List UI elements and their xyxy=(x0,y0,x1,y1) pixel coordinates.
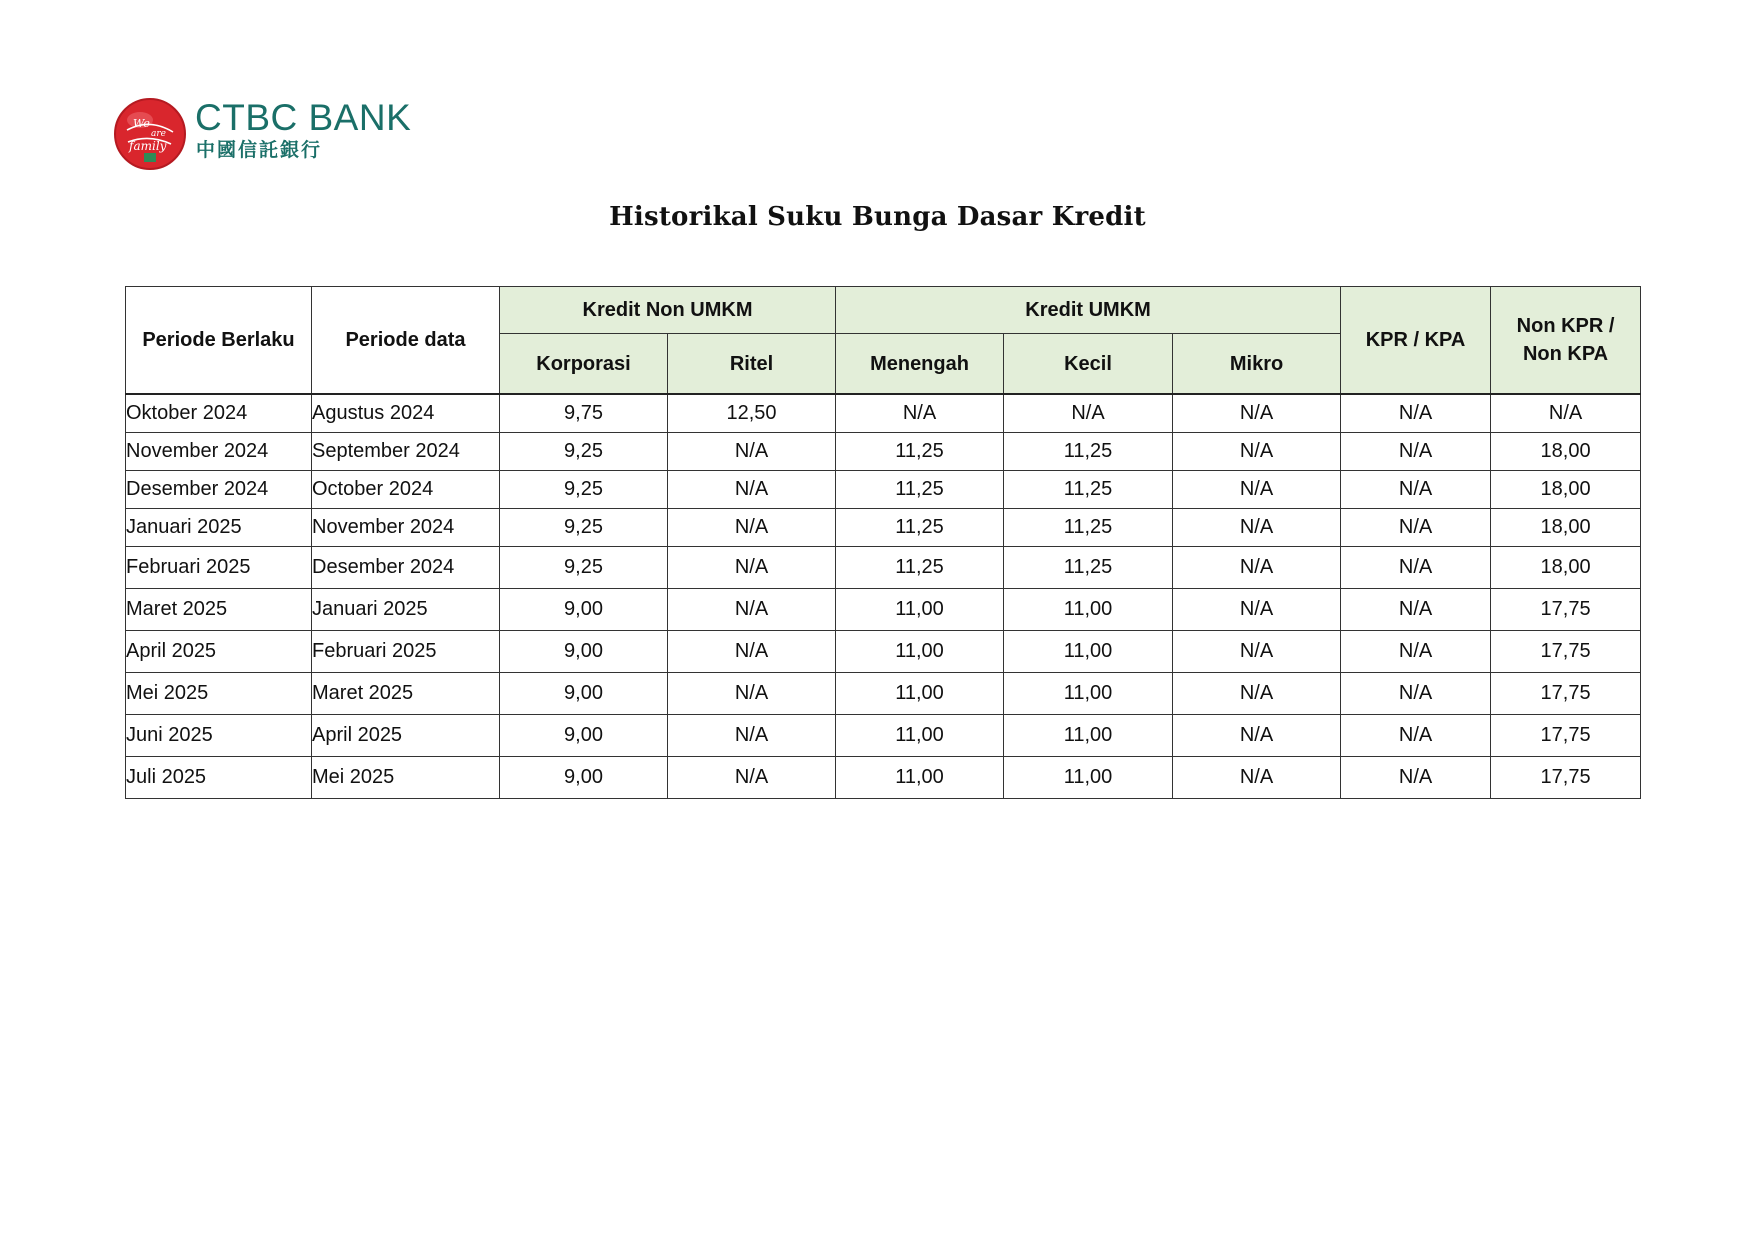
cell-mikro: N/A xyxy=(1173,509,1341,547)
cell-kecil: 11,00 xyxy=(1004,757,1173,799)
svg-text:中國信託銀行: 中國信託銀行 xyxy=(196,139,323,161)
cell-kecil: 11,00 xyxy=(1004,589,1173,631)
cell-periode-berlaku: Januari 2025 xyxy=(126,509,312,547)
svg-text:We: We xyxy=(133,117,150,130)
cell-kpr-kpa: N/A xyxy=(1341,509,1491,547)
cell-menengah: 11,00 xyxy=(836,757,1004,799)
header-kredit-non-umkm: Kredit Non UMKM xyxy=(500,287,836,334)
svg-text:are: are xyxy=(151,129,166,139)
svg-text:family: family xyxy=(129,139,167,153)
cell-korporasi: 9,25 xyxy=(500,547,668,589)
cell-menengah: 11,25 xyxy=(836,433,1004,471)
cell-periode-berlaku: Februari 2025 xyxy=(126,547,312,589)
cell-kecil: 11,00 xyxy=(1004,673,1173,715)
table-row xyxy=(126,673,1641,715)
table-row xyxy=(126,757,1641,799)
cell-mikro: N/A xyxy=(1173,757,1341,799)
cell-ritel: N/A xyxy=(668,471,836,509)
cell-kecil: 11,00 xyxy=(1004,715,1173,757)
header-non-kpr-line1: Non KPR / xyxy=(1516,315,1615,337)
cell-kpr-kpa: N/A xyxy=(1341,631,1491,673)
header-kpr-kpa: KPR / KPA xyxy=(1341,287,1491,395)
header-ritel: Ritel xyxy=(668,334,836,395)
cell-korporasi: 9,25 xyxy=(500,471,668,509)
header-kredit-umkm: Kredit UMKM xyxy=(836,287,1341,334)
cell-periode-berlaku: April 2025 xyxy=(126,631,312,673)
header-non-kpr-kpa xyxy=(1491,287,1641,395)
cell-ritel: N/A xyxy=(668,631,836,673)
cell-non-kpr-kpa: 18,00 xyxy=(1491,433,1641,471)
table-row xyxy=(126,394,1641,433)
cell-non-kpr-kpa: N/A xyxy=(1491,394,1641,433)
cell-mikro: N/A xyxy=(1173,547,1341,589)
header-korporasi: Korporasi xyxy=(500,334,668,395)
table-row xyxy=(126,547,1641,589)
cell-kecil: 11,25 xyxy=(1004,433,1173,471)
cell-menengah: 11,25 xyxy=(836,509,1004,547)
cell-ritel: N/A xyxy=(668,673,836,715)
cell-kpr-kpa: N/A xyxy=(1341,433,1491,471)
cell-kpr-kpa: N/A xyxy=(1341,471,1491,509)
header-kecil: Kecil xyxy=(1004,334,1173,395)
cell-non-kpr-kpa: 18,00 xyxy=(1491,547,1641,589)
cell-korporasi: 9,00 xyxy=(500,757,668,799)
cell-korporasi: 9,00 xyxy=(500,631,668,673)
header-periode-data: Periode data xyxy=(312,287,500,395)
cell-ritel: N/A xyxy=(668,547,836,589)
cell-ritel: N/A xyxy=(668,433,836,471)
cell-menengah: 11,00 xyxy=(836,715,1004,757)
cell-kecil: 11,00 xyxy=(1004,631,1173,673)
cell-ritel: N/A xyxy=(668,715,836,757)
cell-kpr-kpa: N/A xyxy=(1341,715,1491,757)
cell-mikro: N/A xyxy=(1173,394,1341,433)
cell-korporasi: 9,00 xyxy=(500,673,668,715)
rates-table xyxy=(125,286,1641,799)
cell-periode-data: Mei 2025 xyxy=(312,757,500,799)
table-row xyxy=(126,589,1641,631)
cell-korporasi: 9,75 xyxy=(500,394,668,433)
cell-periode-data: Agustus 2024 xyxy=(312,394,500,433)
cell-periode-data: Januari 2025 xyxy=(312,589,500,631)
table-row xyxy=(126,471,1641,509)
cell-periode-berlaku: Juli 2025 xyxy=(126,757,312,799)
cell-non-kpr-kpa: 17,75 xyxy=(1491,673,1641,715)
cell-korporasi: 9,25 xyxy=(500,433,668,471)
cell-periode-data: November 2024 xyxy=(312,509,500,547)
cell-ritel: N/A xyxy=(668,589,836,631)
cell-ritel: 12,50 xyxy=(668,394,836,433)
cell-periode-berlaku: November 2024 xyxy=(126,433,312,471)
cell-kecil: 11,25 xyxy=(1004,471,1173,509)
cell-periode-berlaku: Oktober 2024 xyxy=(126,394,312,433)
cell-kpr-kpa: N/A xyxy=(1341,757,1491,799)
cell-kpr-kpa: N/A xyxy=(1341,547,1491,589)
cell-mikro: N/A xyxy=(1173,673,1341,715)
table-row xyxy=(126,509,1641,547)
cell-periode-berlaku: Maret 2025 xyxy=(126,589,312,631)
header-menengah: Menengah xyxy=(836,334,1004,395)
cell-ritel: N/A xyxy=(668,509,836,547)
cell-periode-berlaku: Mei 2025 xyxy=(126,673,312,715)
cell-ritel: N/A xyxy=(668,757,836,799)
table-row xyxy=(126,433,1641,471)
cell-korporasi: 9,00 xyxy=(500,715,668,757)
cell-periode-data: September 2024 xyxy=(312,433,500,471)
page-title: Historikal Suku Bunga Dasar Kredit xyxy=(609,202,1146,232)
cell-korporasi: 9,25 xyxy=(500,509,668,547)
header-mikro: Mikro xyxy=(1173,334,1341,395)
cell-periode-data: October 2024 xyxy=(312,471,500,509)
cell-kecil: N/A xyxy=(1004,394,1173,433)
cell-menengah: 11,00 xyxy=(836,589,1004,631)
cell-mikro: N/A xyxy=(1173,433,1341,471)
cell-menengah: 11,25 xyxy=(836,471,1004,509)
cell-periode-data: April 2025 xyxy=(312,715,500,757)
cell-mikro: N/A xyxy=(1173,715,1341,757)
cell-kpr-kpa: N/A xyxy=(1341,394,1491,433)
cell-periode-data: Desember 2024 xyxy=(312,547,500,589)
table-row xyxy=(126,631,1641,673)
cell-menengah: N/A xyxy=(836,394,1004,433)
cell-mikro: N/A xyxy=(1173,471,1341,509)
cell-non-kpr-kpa: 17,75 xyxy=(1491,715,1641,757)
cell-kecil: 11,25 xyxy=(1004,547,1173,589)
cell-mikro: N/A xyxy=(1173,589,1341,631)
cell-menengah: 11,00 xyxy=(836,631,1004,673)
cell-kpr-kpa: N/A xyxy=(1341,589,1491,631)
table-row xyxy=(126,715,1641,757)
seal-icon xyxy=(115,99,185,169)
cell-periode-data: Maret 2025 xyxy=(312,673,500,715)
cell-non-kpr-kpa: 18,00 xyxy=(1491,471,1641,509)
cell-non-kpr-kpa: 17,75 xyxy=(1491,757,1641,799)
svg-text:CTBC BANK: CTBC BANK xyxy=(195,97,412,138)
cell-korporasi: 9,00 xyxy=(500,589,668,631)
header-periode-berlaku: Periode Berlaku xyxy=(126,287,312,395)
ctbc-logo xyxy=(113,96,433,172)
header-non-kpr-line2: Non KPA xyxy=(1522,343,1609,365)
cell-non-kpr-kpa: 18,00 xyxy=(1491,509,1641,547)
cell-menengah: 11,00 xyxy=(836,673,1004,715)
cell-kpr-kpa: N/A xyxy=(1341,673,1491,715)
cell-periode-berlaku: Desember 2024 xyxy=(126,471,312,509)
cell-periode-data: Februari 2025 xyxy=(312,631,500,673)
cell-mikro: N/A xyxy=(1173,631,1341,673)
cell-non-kpr-kpa: 17,75 xyxy=(1491,631,1641,673)
cell-menengah: 11,25 xyxy=(836,547,1004,589)
cell-non-kpr-kpa: 17,75 xyxy=(1491,589,1641,631)
cell-kecil: 11,25 xyxy=(1004,509,1173,547)
cell-periode-berlaku: Juni 2025 xyxy=(126,715,312,757)
